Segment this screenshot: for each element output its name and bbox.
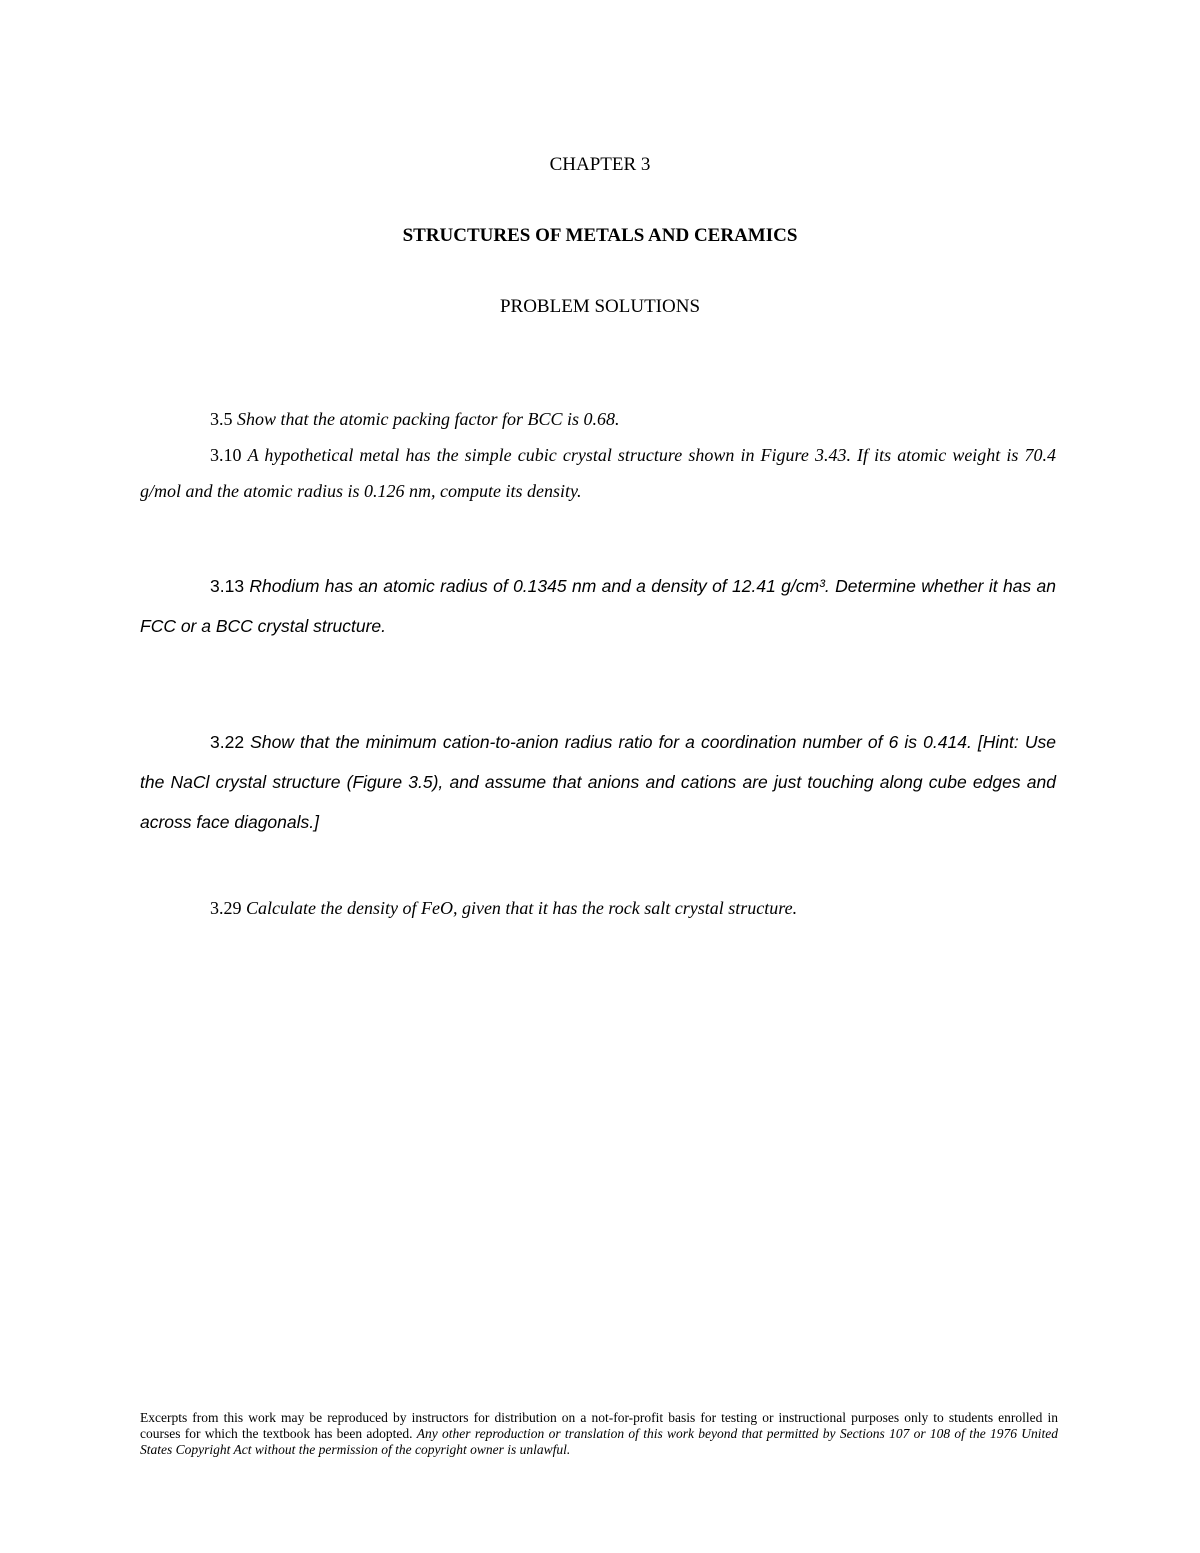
document-subtitle: PROBLEM SOLUTIONS bbox=[499, 296, 701, 317]
problem-number: 3.13 bbox=[210, 576, 245, 596]
problem-text: Show that the atomic packing factor for BCC is 0.68. bbox=[237, 409, 620, 429]
problem-text: A hypothetical metal has the simple cubic crystal structure shown in Figure 3.43. If its atomic weight is 70.4 g/mol and the atomic radius is 0.126 nm, compute its density. bbox=[140, 445, 1056, 501]
problem-3-22 bbox=[140, 722, 1056, 842]
problem-3-13 bbox=[140, 566, 1056, 646]
document-title: STRUCTURES OF METALS AND CERAMICS bbox=[402, 225, 798, 246]
problem-3-29 bbox=[140, 890, 1126, 926]
problem-3-10 bbox=[140, 437, 1056, 509]
problem-number: 3.22 bbox=[210, 732, 245, 752]
problem-number: 3.10 bbox=[210, 445, 242, 465]
problem-3-5 bbox=[140, 401, 1126, 437]
problem-number: 3.29 bbox=[210, 898, 242, 918]
problem-text: Rhodium has an atomic radius of 0.1345 nm and a density of 12.41 g/cm³. Determine whether it has an FCC or a BCC crystal structure. bbox=[140, 576, 1056, 636]
chapter-heading: CHAPTER 3 bbox=[549, 154, 651, 175]
footer-warning: Any other reproduction or translation of this work beyond that permitted by Sections 107 or 108 of the 1976 United States Copyright Act without the permission of the copyright owner is unlawful. bbox=[140, 1426, 1058, 1457]
copyright-footer bbox=[140, 1410, 1058, 1458]
problem-text: Show that the minimum cation-to-anion radius ratio for a coordination number of 6 is 0.414. [Hint: Use the NaCl crystal structure (Figure 3.5), and assume that anions and cations are just touching along cube edges and across face diagonals.] bbox=[140, 732, 1056, 832]
problem-number: 3.5 bbox=[210, 409, 233, 429]
footer-notice: Excerpts from this work may be reproduced by instructors for distribution on a not-for-profit basis for testing or instructional purposes only to students enrolled in courses for which the textbook has been adopted. bbox=[140, 1410, 1058, 1441]
problem-text: Calculate the density of FeO, given that it has the rock salt crystal structure. bbox=[246, 898, 798, 918]
